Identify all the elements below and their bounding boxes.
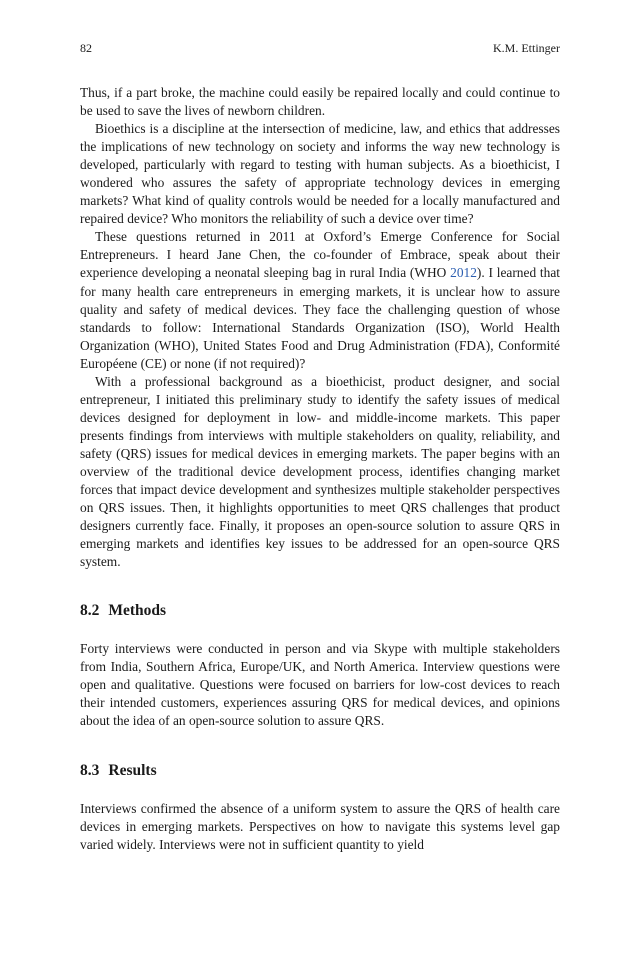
results-paragraph: Interviews confirmed the absence of a uniform system to assure the QRS of health care devices in emerging markets. Perspectives on how to navigate this systems level gap varied widely. Interviews were not in sufficient quantity to yield	[80, 800, 560, 852]
paragraph-1: Thus, if a part broke, the machine could easily be repaired locally and could continue to be used to save the lives of newborn children.	[80, 85, 560, 119]
section-title: Methods	[108, 602, 167, 620]
paragraph-3-text-end: ). I learned that for many health care entrepreneurs in emerging markets, it is unclear how to assure quality and safety of medical devices. They face the challenging question of whose standards to follow: International Standards Organization (ISO), World Health Organization (WHO), United States Food and Drug Administration (FDA), Conformité Européene (CE) or none (if not required)?	[80, 265, 560, 371]
paragraph-3	[80, 228, 560, 372]
running-head	[80, 40, 560, 56]
section-number: 8.2	[80, 602, 100, 620]
section-number: 8.3	[80, 761, 100, 779]
paragraph-3-text-start: These questions returned in 2011 at Oxford’s Emerge Conference for Social Entrepreneurs. I heard Jane Chen, the co-founder of Embrace, speak about their experience developing a neonatal sleeping bag in rural India (WHO	[80, 229, 560, 281]
running-head-author: K.M. Ettinger	[493, 41, 560, 55]
section-heading-results	[80, 761, 560, 781]
paragraph-2: Bioethics is a discipline at the intersection of medicine, law, and ethics that addresses the implications of new technology on society and informs the way new technology is developed, particularly with regard to testing with human subjects. As a bioethicist, I wondered who assures the safety of appropriate technology devices in emerging markets? What kind of quality controls would be needed for a locally manufactured and repaired device? Who monitors the reliability of such a device over time?	[80, 121, 560, 227]
page-number: 82	[80, 41, 92, 55]
body-text	[80, 84, 560, 854]
section-title: Results	[108, 761, 157, 779]
section-heading-methods	[80, 601, 560, 621]
citation-link-who-2012[interactable]: 2012	[450, 265, 477, 281]
paragraph-4: With a professional background as a bioethicist, product designer, and social entrepreneur, I initiated this preliminary study to identify the safety issues of medical devices designed for deployment in low- and middle-income markets. This paper presents findings from interviews with multiple stakeholders on quality, reliability, and safety (QRS) issues for medical devices in emerging markets. The paper begins with an overview of the traditional device development process, identifies changing market forces that impact device development and synthesizes multiple stakeholder perspectives on QRS issues. Then, it highlights opportunities to meet QRS challenges that product designers currently face. Finally, it proposes an open-source solution to assure QRS in emerging markets and identifies key issues to be addressed for an open-source QRS system.	[80, 373, 560, 570]
methods-paragraph: Forty interviews were conducted in person and via Skype with multiple stakeholders from India, Southern Africa, Europe/UK, and North America. Interview questions were open and qualitative. Questions were focused on barriers for low-cost devices to reach their intended customers, experiences assuring QRS for medical devices, and opinions about the idea of an open-source solution to assure QRS.	[80, 641, 560, 729]
